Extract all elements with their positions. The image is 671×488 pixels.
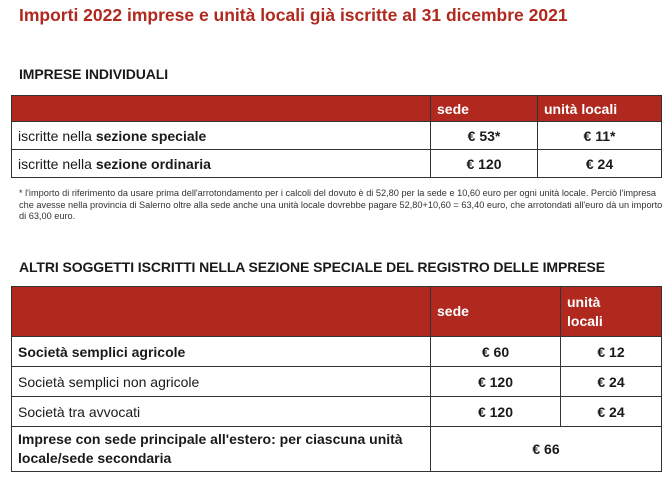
column-header-sede: sede [431,96,538,122]
altri-soggetti-table [11,286,662,472]
column-header-unita-line1: unità [567,293,601,310]
table-row [12,367,662,397]
table-row [12,122,662,150]
row-label-prefix: iscritte nella [18,155,96,172]
row-label: Imprese con sede principale all'estero: per ciascuna unità locale/sede secondaria [12,427,431,472]
footnote: * l'importo di riferimento da usare prima dell'arrotondamento per i calcoli del dovuto è di 52,80 per la sede e 10,60 euro per ogni unità locale. Perciò l'impresa che avesse nella provincia di Salerno oltre alla sede anche una unità locale dovrebbe pagare 52,80+10,60 = 63,40 euro, che arrotondati all'euro dà un importo di 63,00 euro. [19,188,663,221]
imprese-individuali-table [11,95,662,178]
column-header-unita-locali: unità locali [538,96,662,122]
row-label-prefix: iscritte nella [18,127,96,144]
table-row [12,397,662,427]
table-header-row [12,287,662,337]
sede-value: € 120 [431,397,561,427]
column-header-sede: sede [431,287,561,337]
row-label [12,122,431,150]
page-title: Importi 2022 imprese e unità locali già iscritte al 31 dicembre 2021 [19,5,568,25]
sede-value: € 60 [431,337,561,367]
table-header-row [12,96,662,122]
row-label: Società semplici non agricole [12,367,431,397]
row-label: Società semplici agricole [12,337,431,367]
section-heading-altri-soggetti: ALTRI SOGGETTI ISCRITTI NELLA SEZIONE SPECIALE DEL REGISTRO DELLE IMPRESE [19,259,605,275]
unita-value: € 24 [561,367,662,397]
unita-value: € 12 [561,337,662,367]
row-label: Società tra avvocati [12,397,431,427]
merged-value: € 66 [431,427,662,472]
table-row-merged [12,427,662,472]
row-label [12,150,431,178]
table-row [12,150,662,178]
section-heading-imprese-individuali: IMPRESE INDIVIDUALI [19,66,169,82]
unita-value: € 24 [561,397,662,427]
sede-value: € 53* [431,122,538,150]
unita-value: € 24 [538,150,662,178]
header-empty-cell [12,287,431,337]
table-row [12,337,662,367]
row-label-bold: sezione ordinaria [95,155,211,172]
column-header-unita-line2: locali [567,312,603,329]
unita-value: € 11* [538,122,662,150]
sede-value: € 120 [431,150,538,178]
column-header-unita-locali [561,287,662,337]
header-empty-cell [12,96,431,122]
sede-value: € 120 [431,367,561,397]
row-label-bold: sezione speciale [95,127,207,144]
